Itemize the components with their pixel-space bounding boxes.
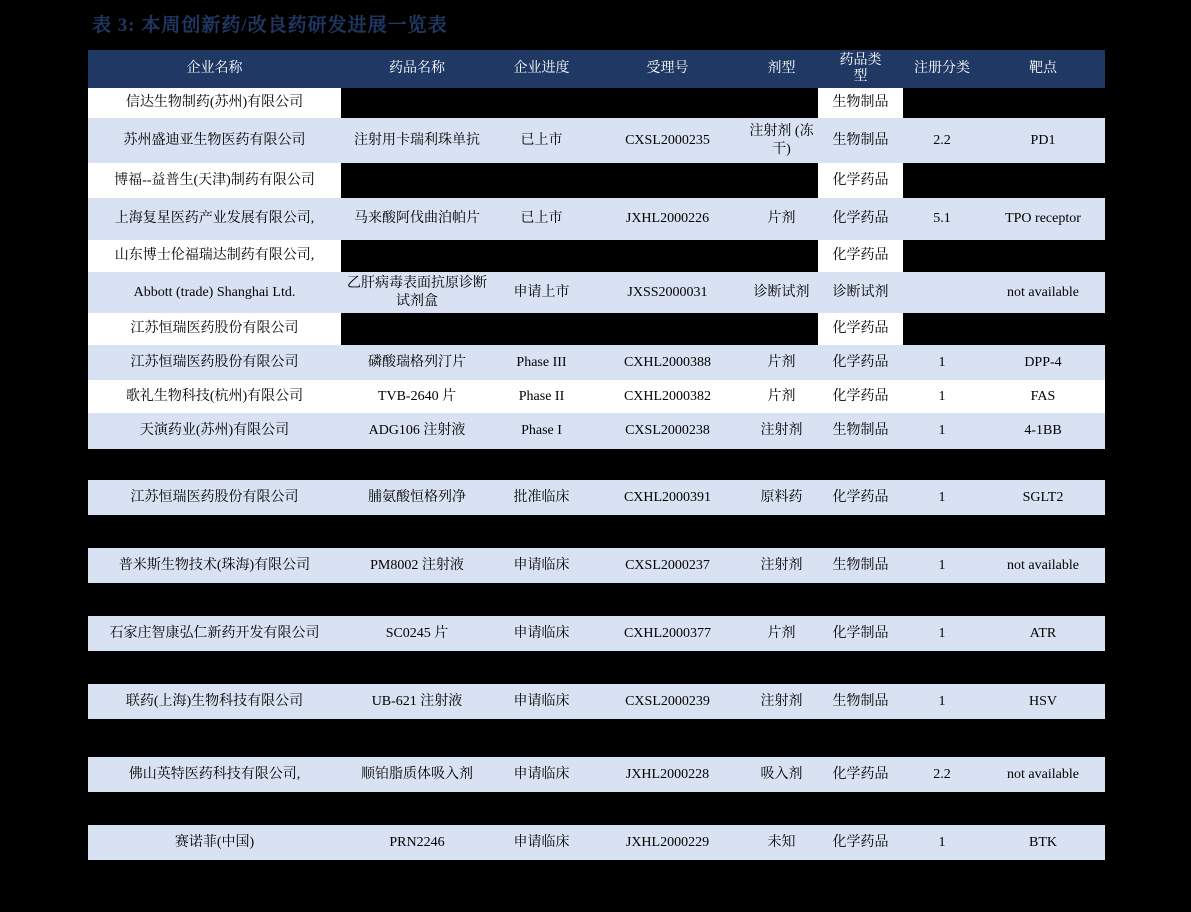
cell [590,616,745,651]
cell [745,616,818,651]
cell [981,198,1105,240]
cell-value: not available [1007,557,1079,573]
cell-value: 化学药品 [832,766,889,782]
column-header-label: 注册分类 [914,60,970,76]
cell [903,163,981,198]
cell [981,616,1105,651]
cell [341,380,493,413]
cell [341,684,493,719]
cell [590,757,745,792]
cell [341,616,493,651]
cell [981,548,1105,583]
cell [903,313,981,345]
cell [590,118,745,163]
column-header [981,50,1105,88]
cell [745,272,818,313]
table-header-row [88,50,1105,88]
cell-value: 化学药品 [832,211,889,227]
cell-value: 片剂 [767,354,796,370]
cell [903,198,981,240]
cell [590,198,745,240]
cell-value: UB-621 注射液 [371,693,463,709]
cell-value: 注射用卡瑞利珠单抗 [354,132,480,148]
cell [590,163,745,198]
cell [88,313,341,345]
cell [981,118,1105,163]
cell [493,548,590,583]
cell-value: 1 [938,693,946,709]
cell-value: 苏州盛迪亚生物医药有限公司 [123,132,306,148]
cell [590,548,745,583]
cell [590,272,745,313]
cell [745,345,818,380]
cell [818,345,903,380]
cell-value: 生物制品 [832,557,889,573]
cell [341,313,493,345]
cell-value: 天演药业(苏州)有限公司 [139,423,290,439]
cell [493,345,590,380]
cell-value: CXSL2000239 [625,693,710,709]
cell-value: 1 [938,834,946,850]
rnd-progress-table [88,50,1105,860]
cell-value: 信达生物制药(苏州)有限公司 [125,95,304,111]
cell-value: TPO receptor [1005,211,1081,227]
cell [818,163,903,198]
cell-value: Abbott (trade) Shanghai Ltd. [133,284,296,300]
cell [745,313,818,345]
cell-value: PM8002 注射液 [370,557,464,573]
cell-value: 脯氨酸恒格列净 [368,489,466,505]
cell [981,380,1105,413]
cell-value: 吸入剂 [760,766,803,782]
column-header-label: 企业进度 [513,60,570,76]
cell-value: 江苏恒瑞医药股份有限公司 [130,354,299,370]
table-row [88,163,1105,198]
cell-value: 注射剂 [760,557,803,573]
cell [818,825,903,860]
cell [745,757,818,792]
cell-value: CXSL2000237 [625,557,710,573]
cell-value: FAS [1030,388,1056,404]
table-body [88,88,1105,860]
cell [341,88,493,118]
cell [818,757,903,792]
cell-value: 2.2 [933,132,951,148]
cell-value: CXHL2000377 [623,625,712,641]
cell [341,198,493,240]
cell [493,240,590,272]
cell-value: 乙肝病毒表面抗原诊断试剂盒 [347,276,487,309]
table-row [88,272,1105,313]
cell [493,380,590,413]
cell-value: 片剂 [767,211,796,227]
column-header [818,50,903,88]
table-row [88,345,1105,380]
cell [903,88,981,118]
cell-value: 诊断试剂 [753,284,810,300]
cell-value: 博福--益普生(天津)制药有限公司 [114,172,315,188]
cell-value: 申请临床 [513,557,570,573]
cell [88,272,341,313]
cell [903,380,981,413]
cell [818,198,903,240]
cell-value: 联药(上海)生物科技有限公司 [125,693,304,709]
cell [88,380,341,413]
cell-value: 化学药品 [832,388,889,404]
column-header-label: 企业名称 [186,60,243,76]
cell [818,616,903,651]
cell-value: 化学药品 [832,354,889,370]
cell [88,163,341,198]
column-header [590,50,745,88]
column-header [903,50,981,88]
cell [493,313,590,345]
cell [903,118,981,163]
cell-value: 化学药品 [832,248,889,264]
table-row [88,118,1105,163]
cell-value: 片剂 [767,388,796,404]
cell-value: not available [1007,284,1079,300]
cell [493,163,590,198]
cell-value: BTK [1029,834,1057,850]
cell [903,684,981,719]
table-row [88,413,1105,449]
cell [341,163,493,198]
cell [590,825,745,860]
cell [493,413,590,449]
table-row [88,757,1105,792]
cell-value: CXHL2000382 [623,388,712,404]
cell-value: 5.1 [933,211,951,227]
cell [903,272,981,313]
cell [981,757,1105,792]
cell-value: JXHL2000228 [625,766,710,782]
column-header-label: 靶点 [1029,60,1057,76]
cell-value: JXHL2000226 [625,211,710,227]
cell-value: 已上市 [520,211,563,227]
cell-value: 申请临床 [513,834,570,850]
cell [903,757,981,792]
cell-value: 1 [938,557,946,573]
cell-value: 申请临床 [513,766,570,782]
cell-value: HSV [1028,693,1057,709]
cell [88,548,341,583]
cell-value: 注射剂 (冻干) [749,124,814,157]
table-row [88,380,1105,413]
cell-value: PD1 [1030,132,1056,148]
column-header-label: 受理号 [646,60,689,76]
cell-value: 上海复星医药产业发展有限公司, [114,211,315,227]
cell [981,240,1105,272]
cell [88,684,341,719]
cell-value: Phase III [516,354,567,370]
cell [590,88,745,118]
cell [745,163,818,198]
table-title: 表 3: 本周创新药/改良药研发进展一览表 [92,15,448,36]
cell [903,480,981,515]
column-header [493,50,590,88]
cell-value: 未知 [767,834,796,850]
cell [818,88,903,118]
cell [341,480,493,515]
table-row [88,88,1105,118]
cell [88,757,341,792]
table-row [88,548,1105,583]
cell [981,825,1105,860]
cell-value: 磷酸瑞格列汀片 [368,354,466,370]
cell-value: DPP-4 [1024,354,1062,370]
cell [590,345,745,380]
cell [745,198,818,240]
column-header-label: 药品类型 [839,52,882,84]
table-row [88,684,1105,719]
cell-value: Phase II [518,388,565,404]
cell-value: CXSL2000238 [625,423,710,439]
cell-value: 化学药品 [832,321,889,337]
cell [818,684,903,719]
cell [745,413,818,449]
cell [88,345,341,380]
cell-value: 普米斯生物技术(珠海)有限公司 [118,557,311,573]
cell [818,380,903,413]
cell [981,480,1105,515]
cell [88,616,341,651]
cell-value: JXHL2000229 [625,834,710,850]
cell-value: 1 [938,625,946,641]
cell [341,240,493,272]
table-row [88,198,1105,240]
cell-value: 佛山英特医药科技有限公司, [128,766,301,782]
column-header [88,50,341,88]
cell-value: 注射剂 [760,693,803,709]
table-row [88,240,1105,272]
cell-value: 批准临床 [513,489,570,505]
cell [493,480,590,515]
cell [493,198,590,240]
cell-value: 马来酸阿伐曲泊帕片 [354,211,480,227]
cell [88,118,341,163]
cell-value: 1 [938,489,946,505]
cell [745,380,818,413]
cell [493,684,590,719]
cell-value: 申请临床 [513,625,570,641]
cell [981,684,1105,719]
cell [903,240,981,272]
cell [903,345,981,380]
cell [341,345,493,380]
cell [981,272,1105,313]
cell-value: CXHL2000388 [623,354,712,370]
cell [903,548,981,583]
cell-value: 江苏恒瑞医药股份有限公司 [130,489,299,505]
cell [341,757,493,792]
cell [981,163,1105,198]
cell-value: 注射剂 [760,423,803,439]
cell-value: JXSS2000031 [627,284,708,300]
cell-value: TVB-2640 片 [377,388,457,404]
column-header [341,50,493,88]
cell-value: 诊断试剂 [832,284,889,300]
cell [590,413,745,449]
cell-value: 1 [938,388,946,404]
cell [341,825,493,860]
cell [341,413,493,449]
cell-value: 生物制品 [832,132,889,148]
table-row [88,616,1105,651]
cell-value: PRN2246 [389,834,445,850]
cell [745,240,818,272]
cell-value: SGLT2 [1022,489,1064,505]
cell-value: 顺铂脂质体吸入剂 [361,766,473,782]
cell-value: 4-1BB [1024,423,1062,439]
cell [493,616,590,651]
cell-value: 江苏恒瑞医药股份有限公司 [130,321,299,337]
cell [88,240,341,272]
cell-value: CXSL2000235 [625,132,710,148]
cell [818,118,903,163]
cell [590,684,745,719]
cell-value: 1 [938,423,946,439]
cell [818,413,903,449]
cell [818,240,903,272]
cell [590,240,745,272]
cell [493,825,590,860]
cell [88,480,341,515]
cell [981,413,1105,449]
cell [88,88,341,118]
cell [903,825,981,860]
cell [88,198,341,240]
cell-value: 申请上市 [513,284,570,300]
cell-value: 赛诺菲(中国) [174,834,255,850]
cell-value: 片剂 [767,625,796,641]
cell [745,118,818,163]
cell-value: 生物制品 [832,95,889,111]
cell-value: SC0245 片 [385,625,449,641]
cell [590,313,745,345]
cell-value: not available [1007,766,1079,782]
column-header-label: 剂型 [767,60,796,76]
cell-value: 歌礼生物科技(杭州)有限公司 [125,388,304,404]
cell [818,480,903,515]
table-row [88,825,1105,860]
column-header [745,50,818,88]
cell [590,380,745,413]
cell [341,118,493,163]
cell-value: 2.2 [933,766,951,782]
cell [88,825,341,860]
cell [745,548,818,583]
table-row [88,480,1105,515]
cell-value: 生物制品 [832,693,889,709]
cell [981,345,1105,380]
cell [341,548,493,583]
column-header-label: 药品名称 [389,60,445,76]
cell-value: ADG106 注射液 [368,423,466,439]
cell-value: Phase I [521,423,562,439]
cell-value: 石家庄智康弘仁新药开发有限公司 [109,625,320,641]
cell-value: 化学药品 [832,172,889,188]
cell [590,480,745,515]
cell-value: 化学制品 [832,625,889,641]
cell [818,272,903,313]
cell-value: 申请临床 [513,693,570,709]
cell [493,88,590,118]
cell [981,88,1105,118]
cell-value: CXHL2000391 [623,489,712,505]
cell [493,757,590,792]
cell-value: 化学药品 [832,489,889,505]
cell-value: 已上市 [520,132,563,148]
cell-value: 化学药品 [832,834,889,850]
cell [745,480,818,515]
cell [981,313,1105,345]
cell [745,825,818,860]
cell [745,684,818,719]
cell [818,313,903,345]
cell [341,272,493,313]
table-row [88,313,1105,345]
cell-value: 1 [938,354,946,370]
cell [88,413,341,449]
cell [493,118,590,163]
cell [903,413,981,449]
cell [818,548,903,583]
cell [903,616,981,651]
cell [493,272,590,313]
cell-value: 山东博士伦福瑞达制药有限公司, [114,248,315,264]
cell [745,88,818,118]
cell-value: 原料药 [760,489,803,505]
cell-value: ATR [1029,625,1057,641]
cell-value: 生物制品 [832,423,889,439]
